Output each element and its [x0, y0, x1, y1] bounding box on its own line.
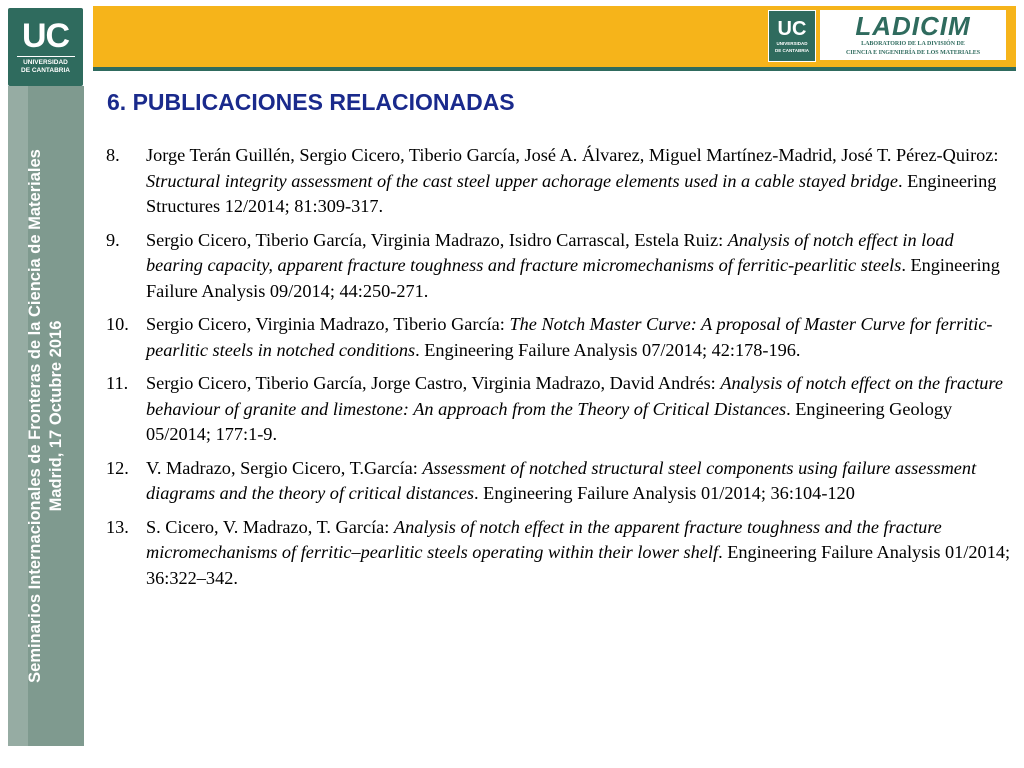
publication-item [106, 312, 1012, 363]
publication-source: . Engineering Geology 05/2014; 177:1-9. [146, 398, 953, 444]
publication-authors: Jorge Terán Guillén, Sergio Cicero, Tiberio García, José A. Álvarez, Miguel Martínez-Madrid, José T. Pérez-Quiroz: [146, 145, 999, 165]
publication-authors: Sergio Cicero, Tiberio García, Virginia Madrazo, Isidro Carrascal, Estela Ruiz: [146, 229, 728, 250]
publication-authors: S. Cicero, V. Madrazo, T. García: [146, 516, 394, 537]
sidebar-caption-line2: Madrid, 17 Octubre 2016 [47, 320, 65, 512]
publication-number: 12. [106, 457, 129, 478]
publication-source: . Engineering Structures 12/2014; 81:309-317. [146, 170, 997, 216]
uc-small-line1: UNIVERSIDAD [776, 40, 808, 46]
publication-number: 13. [106, 516, 129, 537]
ladicim-line1: LABORATORIO DE LA DIVISIÓN DE [861, 41, 965, 47]
publication-number: 10. [106, 314, 129, 334]
publication-title: The Notch Master Curve: A proposal of Master Curve for ferritic-pearlitic steels in notched conditions [146, 314, 993, 360]
publication-title: Analysis of notch effect in load bearing capacity, apparent fracture toughness and fracture micromechanisms of ferritic-pearlitic steels [146, 229, 954, 275]
publication-authors: Sergio Cicero, Virginia Madrazo, Tiberio García: [146, 314, 510, 334]
publication-item [106, 143, 1012, 220]
ladicim-name: LADICIM [855, 11, 971, 41]
publication-title: Assessment of notched structural steel components using failure assessment diagrams and the theory of critical distances [146, 457, 977, 503]
publication-number: 11. [106, 373, 129, 393]
uc-logo [8, 8, 83, 86]
publication-item [106, 515, 1012, 592]
uc-logo-line2: DE CANTABRIA [21, 67, 70, 74]
publication-item [106, 456, 1012, 507]
uc-small-logo [768, 10, 816, 62]
publication-source: . Engineering Failure Analysis 07/2014; 42:178-196. [415, 339, 801, 360]
uc-logo-mark: UC [21, 17, 70, 55]
publication-title: Analysis of notch effect in the apparent fracture toughness and the fracture micromechanisms of ferritic–pearlitic steels operating within their lower shelf [146, 516, 942, 562]
publication-source: . Engineering Failure Analysis 01/2014; 36:322–342. [146, 542, 1011, 588]
sidebar-caption-line1: Seminarios Internacionales de Fronteras de la Ciencia de Materiales [26, 149, 44, 683]
publication-item [106, 371, 1012, 448]
uc-logo-divider [17, 56, 75, 57]
publication-number: 9. [106, 229, 120, 250]
publication-authors: Sergio Cicero, Tiberio García, Jorge Castro, Virginia Madrazo, David Andrés: [146, 373, 721, 393]
publication-authors: V. Madrazo, Sergio Cicero, T.García: [146, 457, 423, 478]
uc-logo-line1: UNIVERSIDAD [23, 59, 68, 66]
publication-source: . Engineering Failure Analysis 01/2014; 36:104-120 [474, 483, 855, 503]
ladicim-logo [820, 10, 1006, 60]
publication-number: 8. [106, 145, 120, 165]
uc-small-mark: UC [777, 17, 807, 40]
header-rule [93, 67, 1016, 71]
publication-title: Analysis of notch effect on the fracture behaviour of granite and limestone: An approach from the Theory of Critical Distances [146, 373, 1003, 419]
publication-title: Structural integrity assessment of the cast steel upper achorage elements used in a cable stayed bridge [146, 170, 898, 191]
page-title: 6. PUBLICACIONES RELACIONADAS [107, 89, 515, 115]
publication-source: . Engineering Failure Analysis 09/2014; 44:250-271. [146, 255, 1000, 301]
sidebar-caption [25, 96, 67, 736]
publication-item [106, 228, 1012, 305]
uc-small-line2: DE CANTABRIA [775, 48, 809, 53]
ladicim-line2: CIENCIA E INGENIERÍA DE LOS MATERIALES [845, 50, 981, 56]
publication-list [106, 143, 1012, 599]
